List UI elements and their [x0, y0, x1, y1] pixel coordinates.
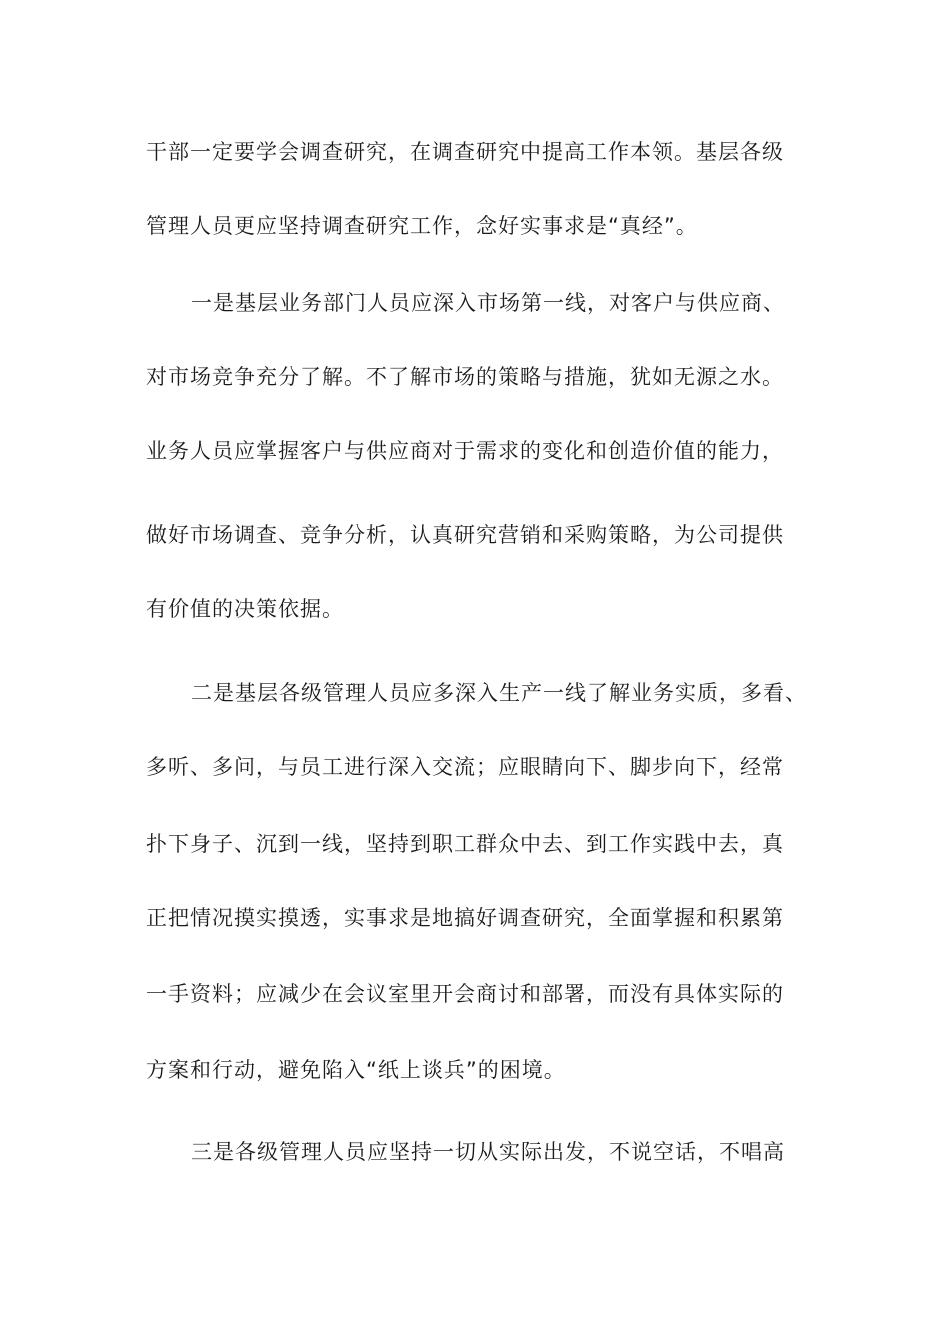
- text-line: 做好市场调查、竞争分析，认真研究营销和采购策略，为公司提供: [146, 523, 784, 547]
- text-line: 一手资料；应减少在会议室里开会商讨和部署，而没有具体实际的: [146, 982, 784, 1006]
- paragraph-start-line: 二是基层各级管理人员应多深入生产一线了解业务实质，多看、: [191, 681, 807, 705]
- text-line: 方案和行动，避免陷入“纸上谈兵”的困境。: [146, 1058, 566, 1082]
- paragraph-start-line: 三是各级管理人员应坚持一切从实际出发，不说空话，不唱高: [191, 1140, 785, 1164]
- text-line: 正把情况摸实摸透，实事求是地搞好调查研究，全面掌握和积累第: [146, 906, 784, 930]
- text-line: 对市场竞争充分了解。不了解市场的策略与措施，犹如无源之水。: [146, 365, 784, 389]
- text-line: 扑下身子、沉到一线，坚持到职工群众中去、到工作实践中去，真: [146, 832, 784, 856]
- text-line: 业务人员应掌握客户与供应商对于需求的变化和创造价值的能力，: [146, 439, 784, 463]
- text-line: 干部一定要学会调查研究，在调查研究中提高工作本领。基层各级: [146, 140, 784, 164]
- text-line: 有价值的决策依据。: [146, 597, 344, 621]
- paragraph-start-line: 一是基层业务部门人员应深入市场第一线，对客户与供应商、: [191, 291, 785, 315]
- text-line: 管理人员更应坚持调查研究工作，念好实事求是“真经”。: [146, 214, 698, 238]
- text-line: 多听、多问，与员工进行深入交流；应眼睛向下、脚步向下，经常: [146, 755, 784, 779]
